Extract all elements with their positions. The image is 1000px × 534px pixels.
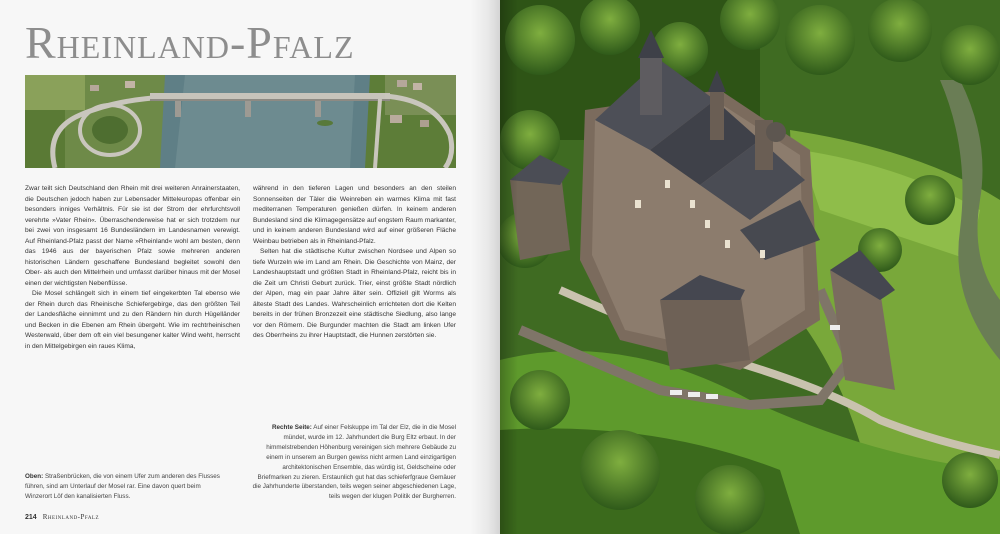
page-title: Rheinland-Pfalz	[25, 17, 355, 68]
caption-lead: Oben:	[25, 473, 44, 480]
body-paragraph: Selten hat die städtische Kultur zwischen Nordsee und Alpen so tiefe Wurzeln wie im Land am Rhein. Die Geschichte von Mainz, der Landeshauptstadt und größten Stadt in Rheinland-Pfalz, reicht bis in die Zeit um Christi Geburt zurück. Trier, einst größte Stadt nördlich der Alpen, mag ein paar Jahre älter sein. Offiziell gilt Worms als älteste Stadt des Landes. Wahrscheinlich errichteten dort die Kelten bereits in der frühen Bronzezeit eine städtische Siedlung, also lange vor den Römern. Die Burgunder machten die Stadt am linken Ufer des Oberrheins zu ihrer Hauptstadt, die Hunnen zerstörten sie.	[253, 248, 456, 339]
caption-lead: Rechte Seite:	[272, 424, 312, 431]
caption-right-page	[250, 423, 456, 502]
body-text-column-left	[25, 184, 240, 352]
page-number: 214	[25, 514, 37, 521]
running-title: Rheinland-Pfalz	[42, 513, 100, 521]
caption-top-photo	[25, 472, 225, 502]
bridge-aerial-photo	[25, 75, 456, 168]
caption-text: Auf einer Felskuppe im Tal der Elz, die in die Mosel mündet, wurde im 12. Jahrhundert die Burg Eltz erbaut. In der himmelstrebenden Höhenburg vereinigen sich mehrere Gebäude zu einem in unserem an Burgen gewiss nicht armen Land einzigartigen architektonischen Ensemble, das würdig ist, Geldscheine oder Briefmarken zu zieren. Erstaunlich gut hat das schieferfgraue Gemäuer die Jahrhunderte überstanden, teils wegen seiner abgeschiedenen Lage, teils wegen der klugen Politik der Burgherren.	[252, 424, 456, 501]
body-paragraph: Zwar teilt sich Deutschland den Rhein mit drei weiteren Anrainerstaaten, die Deutschen jedoch haben zur Lebensader Mitteleuropas offenbar ein besonders inniges Verhältnis. Für sie ist der Strom der ehrfurchtsvoll verehrte »Vater Rhein«. Überraschenderweise hat er sich trotzdem nur bei zwei von insgesamt 16 Bundesländern im Landesnamen verewigt. Auf Rheinland-Pfalz passt der Name »Rheinland« wohl am besten, denn das 1946 aus der bayerischen Pfalz sowie mehreren anderen historischen Ländern geschaffene Bundesland begleitet sowohl den Ober- als auch den Mittelrhein und umfasst darüber hinaus mit der Mosel einen der wichtigsten Nebenflüsse.	[25, 185, 240, 287]
caption-text: Straßenbrücken, die von einem Ufer zum anderen des Flusses führen, sind am Unterlauf der Mosel rar. Eine davon quert beim Winzerort Löf den kanalisierten Fluss.	[25, 473, 220, 500]
folio	[25, 513, 99, 521]
body-paragraph: Die Mosel schlängelt sich in einem tief eingekerbten Tal ebenso wie der Rhein durch das Rheinische Schiefergebirge, das den größten Teil der Landesfläche einnimmt und zu den Rändern hin durch Hügelländer und Becken in die Ebenen am Rhein übergeht. Wie im rechtrheinischen Westerwald, über dem oft ein viel besungener kalter Wind weht, herrscht in den Mittelgebirgen ein raues Klima,	[25, 290, 240, 350]
bridge-photo-graphic	[25, 75, 456, 168]
body-text-column-right	[253, 184, 456, 342]
castle-photo-graphic	[500, 0, 1000, 534]
castle-aerial-photo	[500, 0, 1000, 534]
right-page-gutter-shadow	[500, 0, 518, 534]
body-paragraph: während in den tieferen Lagen und besonders an den steilen Sonnenseiten der Täler die Weinreben ein warmes Klima mit fast mediterranen Temperaturen genießen dürfen. In keinem anderen Bundesland sind die Klimagegensätze auf engstem Raum markanter, und in keinem anderen Bundesland wird auf einer größeren Fläche Weinbau betrieben als in Rheinland-Pfalz.	[253, 185, 456, 245]
gutter-shadow	[470, 0, 500, 534]
